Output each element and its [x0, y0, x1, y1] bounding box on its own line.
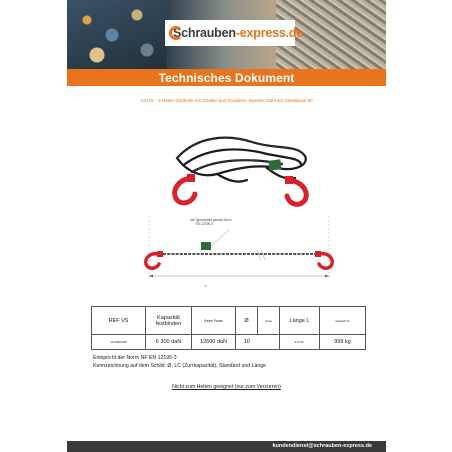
cell-weight: 998 kg — [320, 335, 366, 350]
right-hook-icon — [285, 176, 306, 204]
drawing-note — [190, 218, 270, 226]
page-title: Technisches Dokument — [158, 70, 295, 85]
footer-bar — [67, 441, 386, 452]
brand-logo — [165, 20, 304, 46]
drawing-right-hook-icon — [315, 251, 332, 268]
drawing-left-hook-icon — [146, 251, 163, 268]
cell-chain — [258, 335, 280, 350]
header-banner-photo — [67, 0, 386, 69]
product-photo — [157, 128, 317, 210]
table-row — [92, 335, 366, 350]
tools-photo — [67, 0, 167, 69]
length-dimension-label: L — [205, 283, 208, 288]
header-capacity: Kapazität festbinden — [146, 307, 192, 335]
drawing-note-line1: mit Typenschild gemäß Norm — [190, 218, 232, 222]
cell-length: 3,5 Mtr. — [280, 335, 320, 350]
header-chain: Kette — [258, 307, 280, 335]
header-length: Länge L — [280, 307, 320, 335]
title-bar — [67, 69, 386, 86]
left-hook-icon — [175, 174, 195, 203]
cell-capacity: 6 300 daN — [146, 335, 192, 350]
table-header-row — [92, 307, 366, 335]
cell-small-break: 12600 daN — [192, 335, 236, 350]
note-marking: Kennzeichnung auf dem Schild: Ø, LC (Zurrkapazität), Standard und Länge — [93, 363, 267, 369]
spec-table — [91, 306, 366, 350]
header-diameter: Ø — [236, 307, 258, 335]
brand-name-part1: Schrauben — [173, 26, 236, 40]
note-standard: Entspricht der Norm NF EN 12195-3 — [93, 355, 177, 361]
header-weight: Gewicht % — [320, 307, 366, 335]
drawing-note-line2: EN 12195-3 — [196, 222, 214, 226]
notes — [93, 354, 373, 371]
header-ref: REF VS — [92, 307, 146, 335]
warning-text: Nicht zum Heben geeignet (nur zum Verzurren) — [172, 384, 281, 390]
cell-ref: 1170000029 — [92, 335, 146, 350]
drawing-tag — [201, 242, 211, 250]
document-page — [67, 0, 386, 452]
cell-diameter: 10 — [236, 335, 258, 350]
brand-name-part2: -express.de — [235, 26, 304, 40]
contact-email: kundendienst@schrauben-express.de — [272, 443, 372, 449]
header-small-break: Kleine Pause — [192, 307, 236, 335]
product-subtitle: V3170 – 2-Haken-Zurrkette mit Schäkel und Karabiner, legierter Stahl der Güteklasse 80 — [140, 98, 313, 103]
chain-tag — [268, 159, 281, 171]
